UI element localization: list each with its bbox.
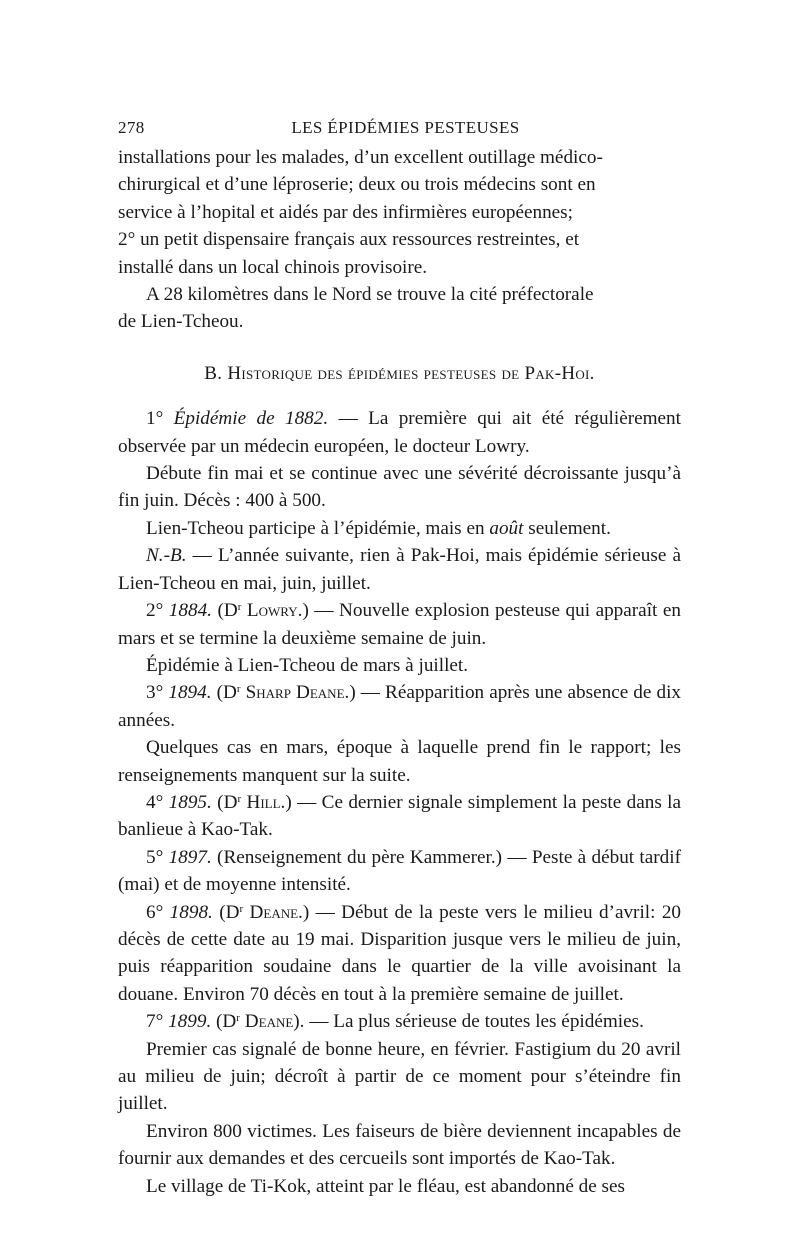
text-span: Lien-Tcheou participe à l’épidémie, mais en	[146, 517, 490, 539]
entry-text: ) — Début de la peste vers le milieu d’avril: 20 décès de cette date au 19 mai. Disparition jusque vers le milieu de juin, puis réapparition soudaine dans le quartier de la ville avoisinant la douane. Environ 70 décès en tout à la première semaine de juillet.	[118, 901, 682, 1005]
section-letter: B.	[204, 362, 223, 384]
text-line: A 28 kilomètres dans le Nord se trouve la cité préfectorale	[146, 284, 594, 306]
doctor-prefix: (D	[211, 791, 238, 813]
doctor-prefix: (D	[212, 901, 240, 923]
section-title: Historique des épidémies pesteuses de Pak-Hoi.	[227, 362, 595, 384]
entry-text: — La première qui ait été régulièrement observée par un médecin européen, le docteur Lowry.	[118, 408, 681, 457]
text-line: 2° un petit dispensaire français aux ressources restreintes, et	[118, 229, 580, 251]
doctor-sup: r	[236, 683, 241, 696]
entry-paragraph: Environ 800 victimes. Les faiseurs de bière deviennent incapables de fournir aux demandes et des cercueils sont importés de Kao-Tak.	[118, 1120, 681, 1170]
entry-year: 1894.	[168, 682, 212, 704]
entry-1899	[118, 1008, 681, 1035]
text-line: de Lien-Tcheou.	[118, 311, 244, 333]
entry-1898	[118, 899, 681, 1009]
entry-year: 1898.	[169, 901, 213, 923]
entry-number: 5°	[146, 846, 169, 868]
nota-bene	[118, 542, 681, 597]
entry-paragraph: Débute fin mai et se continue avec une sévérité décroissante jusqu’à fin juin. Décès : 400 à 500.	[118, 463, 681, 512]
page	[118, 110, 681, 1200]
doctor-prefix: (D	[211, 682, 237, 704]
entry-paragraph	[118, 515, 681, 542]
doctor-sup: r	[239, 902, 244, 915]
emphasis: août	[489, 517, 524, 539]
text-line: chirurgical et d’une léproserie; deux ou trois médecins sont en	[118, 174, 596, 196]
entry-number: 7°	[146, 1011, 169, 1033]
doctor-prefix: (D	[211, 600, 238, 622]
text-line: service à l’hopital et aidés par des infirmières européennes;	[118, 201, 573, 223]
doctor-name: Deane.	[243, 901, 303, 923]
entry-text: ). — La plus sérieuse de toutes les épidémies.	[293, 1011, 644, 1033]
text-line: installations pour les malades, d’un excellent outillage médico-	[118, 147, 603, 168]
doctor-prefix: (D	[211, 1011, 237, 1033]
page-body	[118, 144, 681, 1200]
nb-label: N.-B.	[146, 545, 187, 567]
entry-text: ) — Ce dernier signale simplement la peste dans la banlieue à Kao-Tak.	[118, 791, 682, 841]
entry-1895	[118, 789, 681, 844]
running-title: LES ÉPIDÉMIES PESTEUSES	[291, 118, 520, 137]
entry-number: 3°	[146, 682, 169, 704]
entry-1882	[118, 405, 681, 460]
doctor-sup: r	[237, 792, 242, 805]
entry-paragraph: Quelques cas en mars, époque à laquelle prend fin le rapport; les renseignements manquent sur la suite.	[118, 737, 681, 786]
entry-label: Épidémie de 1882.	[173, 408, 329, 430]
intro-paragraph	[118, 144, 681, 336]
text-span: seulement.	[523, 517, 611, 539]
entry-1897	[118, 844, 681, 899]
entry-paragraph: Épidémie à Lien-Tcheou de mars à juillet.	[146, 654, 469, 676]
entry-year: 1895.	[168, 791, 212, 813]
entry-text: ) — Réapparition après une absence de dix années.	[118, 682, 681, 731]
entry-number: 6°	[146, 901, 170, 923]
nb-text: — L’année suivante, rien à Pak-Hoi, mais épidémie sérieuse à Lien-Tcheou en mai, juin, juillet.	[118, 545, 681, 594]
doctor-sup: r	[237, 601, 242, 614]
entry-text: ) — Nouvelle explosion pesteuse qui apparaît en mars et se termine la deuxième semaine de juin.	[118, 600, 681, 649]
doctor-name: Lowry.	[241, 600, 303, 622]
entry-text: (Renseignement du père Kammerer.) — Peste à début tardif (mai) et de moyenne intensité.	[118, 846, 681, 896]
entry-1894	[118, 679, 681, 734]
doctor-name: Sharp Deane.	[240, 682, 350, 704]
entry-1884	[118, 597, 681, 652]
entry-paragraph: Le village de Ti-Kok, atteint par le fléau, est abandonné de ses	[146, 1175, 626, 1197]
entry-year: 1884.	[168, 600, 212, 622]
page-number: 278	[118, 118, 145, 137]
doctor-name: Deane	[239, 1011, 294, 1033]
text-line: installé dans un local chinois provisoire.	[118, 256, 428, 278]
entry-number: 2°	[146, 600, 169, 622]
running-header	[118, 110, 681, 136]
entry-paragraph: Premier cas signalé de bonne heure, en février. Fastigium du 20 avril au milieu de juin; décroît à partir de ce moment pour s’éteindre fin juillet.	[118, 1038, 681, 1115]
entry-number: 4°	[146, 791, 169, 813]
section-heading	[118, 360, 681, 387]
doctor-sup: r	[236, 1012, 240, 1025]
doctor-name: Hill.	[241, 791, 286, 813]
entry-year: 1897.	[168, 846, 212, 868]
entry-number: 1°	[146, 408, 174, 430]
entry-year: 1899.	[168, 1011, 212, 1033]
